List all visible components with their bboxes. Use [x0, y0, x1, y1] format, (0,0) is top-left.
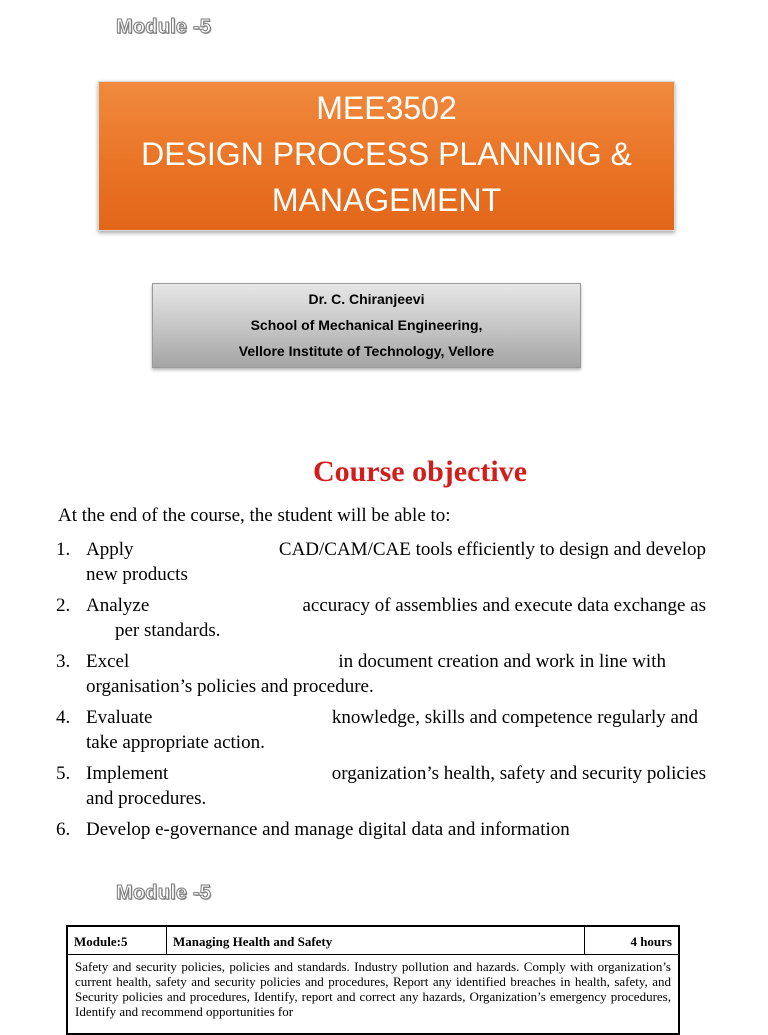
objective-text-continued: organisation’s policies and procedure.: [86, 676, 374, 697]
objective-text: in document creation and work in line with: [338, 651, 666, 672]
course-title-banner: [98, 81, 675, 231]
objective-text: knowledge, skills and competence regularly and: [331, 707, 698, 728]
objective-number: 3.: [56, 651, 71, 672]
objective-text: Develop e-governance and manage digital data and information: [86, 819, 570, 840]
objective-item-5: [56, 761, 706, 811]
module-heading-bottom: Module -5: [116, 882, 212, 904]
objective-number: 6.: [56, 819, 71, 840]
course-title-line-2: MANAGEMENT: [271, 182, 502, 218]
syllabus-table: [66, 925, 680, 1035]
module-heading-top: Module -5: [116, 16, 212, 38]
objective-text: CAD/CAM/CAE tools efficiently to design and develop: [278, 539, 706, 560]
objective-text-continued: new products: [86, 564, 188, 585]
objective-number: 5.: [56, 763, 71, 784]
objective-verb: Implement: [86, 763, 169, 784]
objective-text-continued: take appropriate action.: [86, 732, 265, 753]
objective-intro: At the end of the course, the student will be able to:: [58, 505, 451, 526]
syllabus-module-cell: Module:5: [68, 927, 167, 954]
objective-verb: Excel: [86, 651, 130, 672]
objective-item-3: [56, 649, 706, 699]
course-code: MEE3502: [316, 90, 457, 126]
syllabus-topic-cell: Managing Health and Safety: [167, 927, 585, 954]
objective-number: 4.: [56, 707, 71, 728]
objective-text: organization’s health, safety and security policies: [331, 763, 706, 784]
course-title-line-1: DESIGN PROCESS PLANNING &: [141, 136, 632, 172]
objective-verb: Apply: [86, 539, 134, 560]
objective-text: accuracy of assemblies and execute data exchange as: [302, 595, 706, 616]
objective-number: 2.: [56, 595, 71, 616]
objective-text-continued: and procedures.: [86, 788, 207, 809]
syllabus-hours-cell: 4 hours: [630, 934, 672, 949]
author-info-box: [152, 283, 581, 368]
objective-list: [56, 537, 706, 848]
syllabus-header-row: [68, 927, 678, 955]
course-objective-heading: Course objective: [312, 455, 528, 488]
objective-text-continued: per standards.: [115, 620, 221, 641]
objective-number: 1.: [56, 539, 71, 560]
author-name: Dr. C. Chiranjeevi: [308, 291, 425, 307]
objective-item-4: [56, 705, 706, 755]
syllabus-content: Safety and security policies, policies and standards. Industry pollution and hazards. Comply with organization’s current health, safety and security policies and procedures, Report any identified breaches in health, safety, and Security policies and procedures, Identify, report and correct any hazards, Organization’s emergency procedures, Identify and recommend opportunities for: [75, 959, 671, 1019]
objective-verb: Analyze: [86, 595, 150, 616]
objective-item-2: [56, 593, 706, 643]
objective-verb: Evaluate: [86, 707, 153, 728]
objective-item-1: [56, 537, 706, 587]
objective-item-6: [56, 817, 706, 842]
author-school: School of Mechanical Engineering,: [250, 317, 483, 333]
author-institute: Vellore Institute of Technology, Vellore: [238, 343, 495, 359]
